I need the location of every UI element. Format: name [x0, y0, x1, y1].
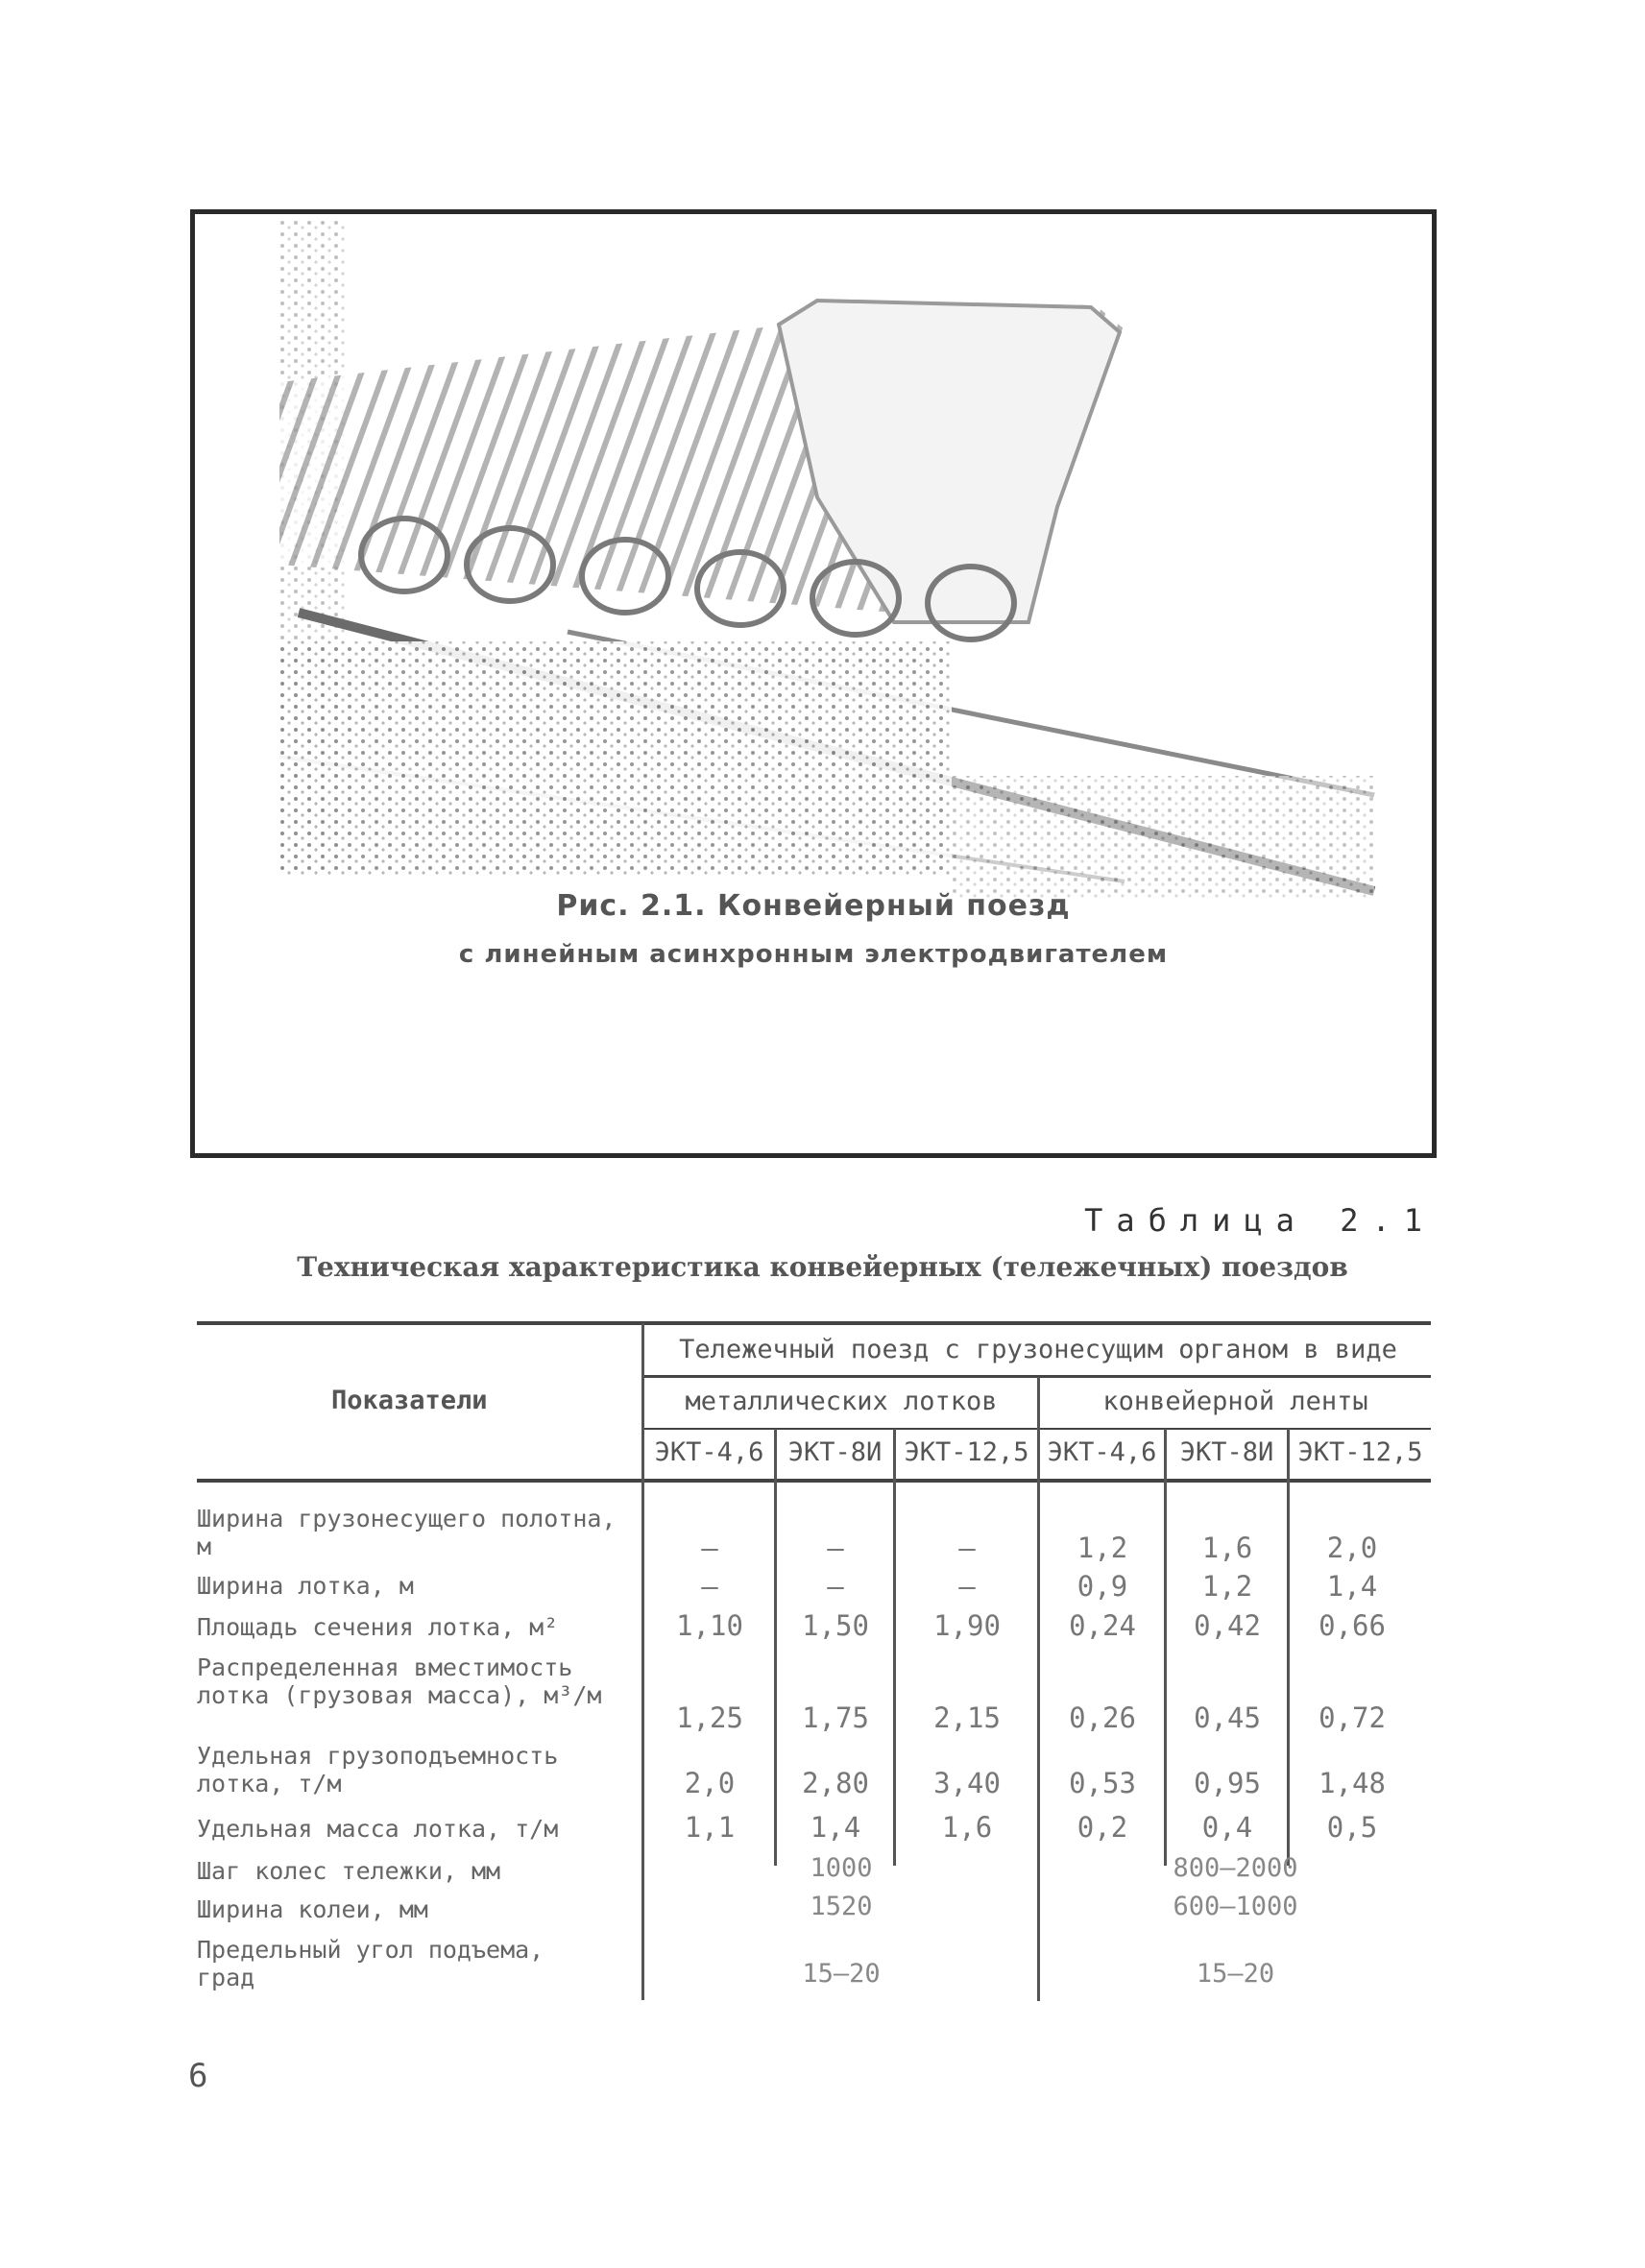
table-cell: 0,66 [1318, 1609, 1386, 1642]
column-header: ЭКТ-8И [787, 1437, 883, 1467]
row-label: Удельная масса лотка, т/м [197, 1815, 559, 1843]
span-cell-belt: 800–2000 [1173, 1853, 1298, 1883]
table-cell: – [701, 1532, 718, 1564]
table-cell: – [827, 1570, 844, 1603]
figure-caption-line2: с линейным асинхронным электродвигателем [458, 940, 1169, 969]
row-label: Ширина колеи, мм [197, 1895, 428, 1923]
table-cell: 0,42 [1194, 1609, 1261, 1642]
table-cell: 0,53 [1069, 1767, 1136, 1799]
table-cell: 1,6 [1201, 1532, 1253, 1564]
row-label: Предельный угол подъема, град [197, 1936, 544, 1991]
header-bottom-rule [197, 1479, 1431, 1483]
row-label: Удельная грузоподъемность лотка, т/м [197, 1742, 559, 1798]
table-cell: 0,95 [1194, 1767, 1261, 1799]
span-cell-belt: 600–1000 [1173, 1892, 1298, 1921]
table-cell: 0,45 [1194, 1701, 1261, 1734]
table-cell: 1,4 [810, 1811, 861, 1844]
table-cell: 1,48 [1318, 1767, 1386, 1799]
column-header: ЭКТ-12,5 [904, 1437, 1029, 1467]
group-header: Тележечный поезд с грузонесущим органом в виде [679, 1335, 1397, 1364]
table-cell: 0,24 [1069, 1609, 1136, 1642]
table-cell: 2,0 [1326, 1532, 1378, 1564]
subgroup-conveyor-belt: конвейерной ленты [1102, 1387, 1368, 1416]
row-label: Шаг колес тележки, мм [197, 1857, 501, 1885]
table-label: Таблица 2.1 [1084, 1202, 1436, 1239]
figure-caption-line1: Рис. 2.1. Конвейерный поезд [556, 889, 1071, 923]
table-cell: 1,2 [1201, 1570, 1253, 1603]
subgroup-metal-trays: металлических лотков [685, 1387, 998, 1416]
table-cell: 3,40 [933, 1767, 1001, 1799]
table-cell: 0,26 [1069, 1701, 1136, 1734]
table-cell: – [958, 1532, 976, 1564]
col-divider-4 [1164, 1429, 1167, 1866]
table-cell: 0,5 [1326, 1811, 1378, 1844]
span-cell-metal: 1520 [810, 1892, 873, 1921]
col-divider-1 [774, 1429, 777, 1866]
table-cell: – [827, 1532, 844, 1564]
indicators-header: Показатели [331, 1386, 488, 1415]
table-cell: 1,10 [676, 1609, 743, 1642]
span-cell-metal: 1000 [810, 1853, 873, 1883]
column-header: ЭКТ-4,6 [654, 1437, 764, 1467]
column-header: ЭКТ-8И [1179, 1437, 1274, 1467]
table-cell: – [958, 1570, 976, 1603]
table-cell: 1,25 [676, 1701, 743, 1734]
page-number: 6 [188, 2057, 208, 2095]
table-cell: 2,80 [802, 1767, 869, 1799]
table-cell: 1,75 [802, 1701, 869, 1734]
span-cell-belt: 15–20 [1196, 1959, 1275, 1989]
row-label: Ширина лотка, м [197, 1572, 414, 1600]
indicators-divider [641, 1323, 644, 2000]
col-divider-2 [893, 1429, 896, 1866]
column-header: ЭКТ-12,5 [1297, 1437, 1423, 1467]
table-title: Техническая характеристика конвейерных (тележечных) поездов [297, 1251, 1348, 1283]
table-cell: 0,9 [1077, 1570, 1128, 1603]
table-cell: – [701, 1570, 718, 1603]
table-cell: 0,2 [1077, 1811, 1128, 1844]
table-cell: 1,2 [1077, 1532, 1128, 1564]
table-cell: 0,72 [1318, 1701, 1386, 1734]
table-cell: 1,90 [933, 1609, 1001, 1642]
column-header: ЭКТ-4,6 [1047, 1437, 1157, 1467]
table-cell: 1,6 [941, 1811, 993, 1844]
table-cell: 2,0 [684, 1767, 736, 1799]
row-label: Распределенная вместимость лотка (грузовая масса), м³/м [197, 1653, 602, 1709]
table-top-rule [197, 1321, 1431, 1325]
col-divider-5 [1287, 1429, 1290, 1866]
table-cell: 0,4 [1201, 1811, 1253, 1844]
row-label: Ширина грузонесущего полотна, м [197, 1505, 617, 1560]
table-cell: 1,4 [1326, 1570, 1378, 1603]
table-cell: 1,1 [684, 1811, 736, 1844]
conveyor-train-photo [279, 219, 1393, 1064]
row-label: Площадь сечения лотка, м² [197, 1613, 559, 1641]
figure-frame [190, 209, 1437, 1158]
table-cell: 2,15 [933, 1701, 1001, 1734]
table-cell: 1,50 [802, 1609, 869, 1642]
span-cell-metal: 15–20 [802, 1959, 881, 1989]
